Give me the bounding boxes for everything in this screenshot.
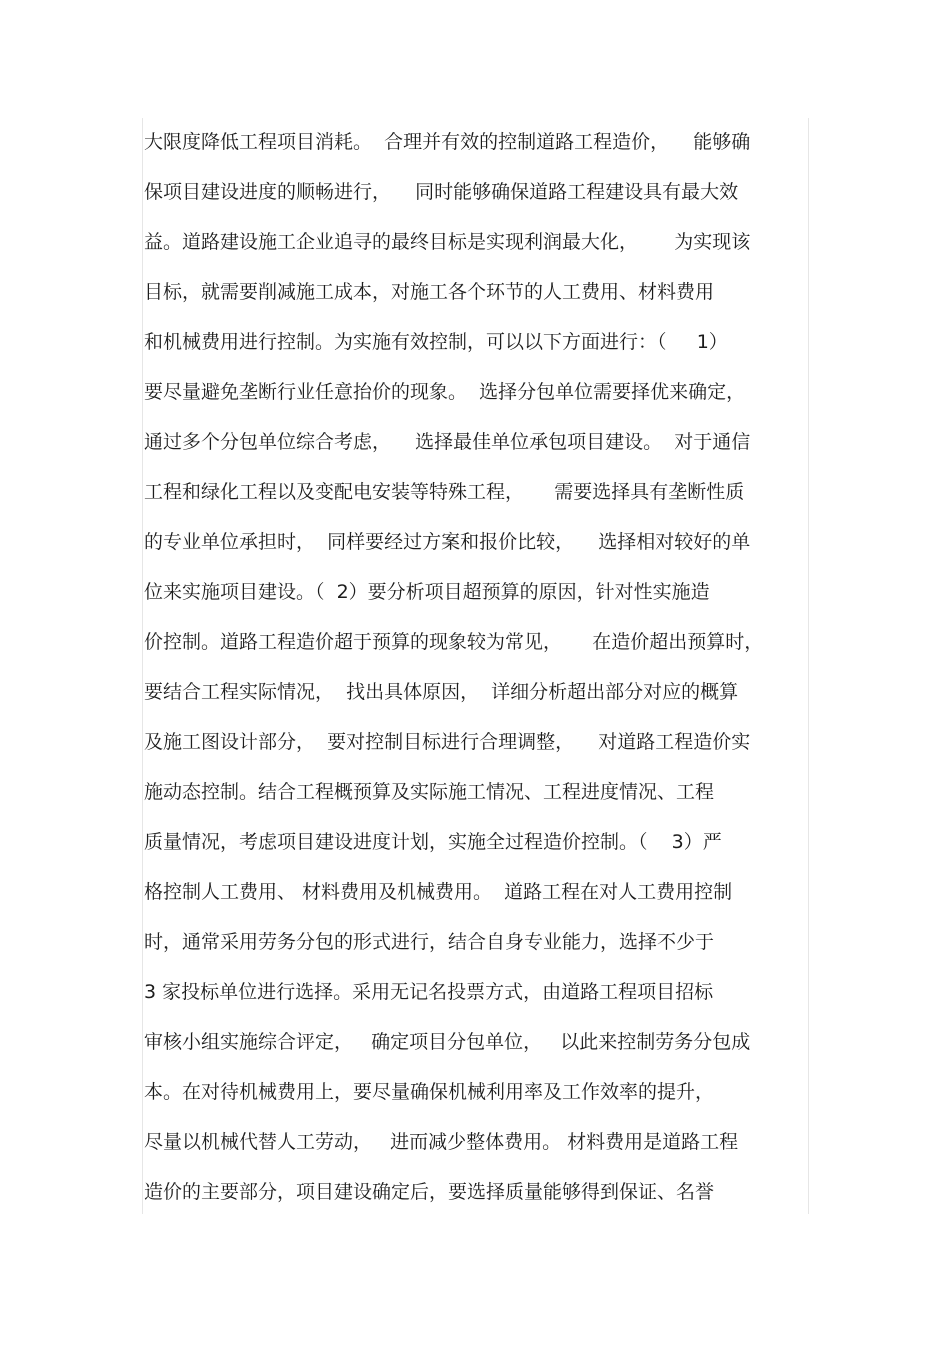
text-line: 本。在对待机械费用上，要尽量确保机械利用率及工作效率的提升， xyxy=(144,1081,715,1103)
text-line: 时，通常采用劳务分包的形式进行，结合自身专业能力，选择不少于 xyxy=(144,931,715,953)
text-line: 价控制。道路工程造价超于预算的现象较为常见， 在造价超出预算时， xyxy=(144,631,764,653)
text-line: 造价的主要部分，项目建设确定后，要选择质量能够得到保证、名誉 xyxy=(144,1181,715,1203)
text-line: 工程和绿化工程以及变配电安装等特殊工程， 需要选择具有垄断性质 xyxy=(144,481,745,503)
text-line: 尽量以机械代替人工劳动， 进而减少整体费用。 材料费用是道路工程 xyxy=(144,1131,739,1153)
text-line: 施动态控制。结合工程概预算及实际施工情况、工程进度情况、工程 xyxy=(144,781,715,803)
page-frame-left-border xyxy=(142,118,143,1214)
text-line: 要结合工程实际情况， 找出具体原因， 详细分析超出部分对应的概算 xyxy=(144,681,739,703)
text-line: 和机械费用进行控制。为实施有效控制，可以以下方面进行：（ 1） xyxy=(144,331,728,353)
text-line: 大限度降低工程项目消耗。 合理并有效的控制道路工程造价， 能够确 xyxy=(144,131,751,153)
text-line: 目标，就需要削减施工成本，对施工各个环节的人工费用、材料费用 xyxy=(144,281,715,303)
text-line: 保项目建设进度的顺畅进行， 同时能够确保道路工程建设具有最大效 xyxy=(144,181,739,203)
text-line: 的专业单位承担时， 同样要经过方案和报价比较， 选择相对较好的单 xyxy=(144,531,751,553)
text-line: 3 家投标单位进行选择。采用无记名投票方式，由道路工程项目招标 xyxy=(144,981,714,1003)
text-line: 要尽量避免垄断行业任意抬价的现象。 选择分包单位需要择优来确定， xyxy=(144,381,746,403)
text-line: 位来实施项目建设。（ 2）要分析项目超预算的原因，针对性实施造 xyxy=(144,581,710,603)
text-line: 通过多个分包单位综合考虑， 选择最佳单位承包项目建设。 对于通信 xyxy=(144,431,751,453)
text-line: 及施工图设计部分， 要对控制目标进行合理调整， 对道路工程造价实 xyxy=(144,731,751,753)
text-line: 审核小组实施综合评定， 确定项目分包单位， 以此来控制劳务分包成 xyxy=(144,1031,751,1053)
text-line: 益。道路建设施工企业追寻的最终目标是实现利润最大化， 为实现该 xyxy=(144,231,751,253)
text-line: 质量情况，考虑项目建设进度计划，实施全过程造价控制。（ 3）严 xyxy=(144,831,722,853)
body-text xyxy=(144,121,806,1221)
page-frame-right-border xyxy=(808,118,809,1214)
text-line: 格控制人工费用、 材料费用及机械费用。 道路工程在对人工费用控制 xyxy=(144,881,733,903)
